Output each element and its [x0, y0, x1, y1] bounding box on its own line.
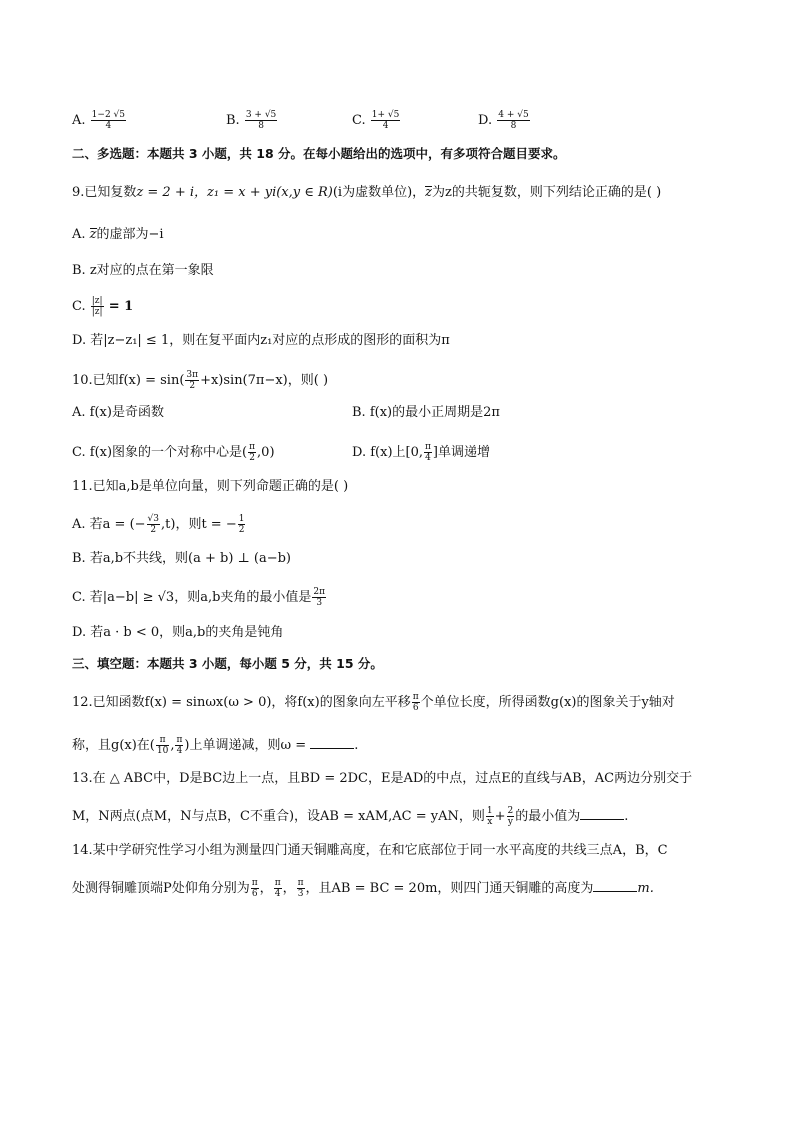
conjugate-z: z	[425, 185, 433, 200]
q10-option-a: A. f(x)是奇函数	[72, 405, 164, 420]
q12-line-1: 12.已知函数f(x) = sinωx(ω > 0)，将f(x)的图象向左平移 $\frac{\pi}{6}$ 个单位长度，所得函数g(x)的图象关于y轴对	[72, 692, 675, 713]
fraction: $\frac{\pi}{4}$	[274, 878, 281, 899]
q13-line-2: M，N两点(点M，N与点B，C不重合)，设AB = xAM,AC = yAN，则 $\frac{1}{x}$ + $\frac{2}{y}$ 的最小值为 .	[72, 806, 629, 827]
fraction: $\frac{1}{x}$	[486, 806, 493, 827]
fraction: $\frac{3 + √5}{8}$	[245, 110, 277, 131]
q10-stem: 10.已知f(x) = sin( $\frac{3\pi}{2}$ +x)sin(7π−x)，则( )	[72, 370, 329, 391]
option-label: C.	[352, 113, 366, 128]
q8-option-c	[352, 110, 401, 131]
q8-option-d	[478, 110, 531, 131]
option-label: B.	[226, 113, 240, 128]
q14-line-1: 14.某中学研究性学习小组为测量四门通天铜雕高度，在和它底部位于同一水平高度的共线三点A，B，C	[72, 843, 668, 858]
fraction: $\frac{1}{2}$	[238, 514, 245, 535]
q14-line-2: 处测得铜雕顶端P处仰角分别为 $\frac{\pi}{6}$ ， $\frac{\pi}{4}$ ， $\frac{\pi}{3}$ ，且AB = BC = 20m，则四门通天铜雕的高度为 m.	[72, 878, 654, 899]
fraction: $\frac{\pi}{3}$	[297, 878, 304, 899]
fraction: $\frac{\pi}{2}$	[249, 442, 256, 463]
fraction: $\frac{\pi}{4}$	[176, 735, 183, 756]
q8-option-a	[72, 110, 127, 131]
q13-line-1: 13.在 △ ABC中，D是BC边上一点，且BD = 2DC，E是AD的中点，过点E的直线与AB，AC两边分别交于	[72, 771, 693, 786]
q8-option-b	[226, 110, 278, 131]
q9-option-b: B. z对应的点在第一象限	[72, 263, 214, 278]
fraction: $\frac{1-2 √5}{4}$	[91, 110, 125, 131]
fraction: $\frac{\pi}{6}$	[412, 692, 419, 713]
q10-option-d: D. f(x)上[0, $\frac{\pi}{4}$ ]单调递增	[352, 442, 490, 463]
answer-blank[interactable]	[593, 879, 637, 892]
fraction: $\frac{2\pi}{3}$	[313, 587, 326, 608]
fraction: $\frac{4 + √5}{8}$	[498, 110, 529, 131]
option-label: D.	[478, 113, 493, 128]
q11-option-a: A. 若a = (− $\frac{√3}{2}$ ,t)，则t = − $\frac{1}{2}$	[72, 514, 245, 535]
q11-option-b: B. 若a,b不共线，则(a + b) ⊥ (a−b)	[72, 551, 292, 566]
q10-option-b: B. f(x)的最小正周期是2π	[352, 405, 500, 420]
answer-blank[interactable]	[310, 736, 354, 749]
section-3-title: 三、填空题：本题共 3 小题，每小题 5 分，共 15 分。	[72, 656, 383, 671]
q10-option-c: C. f(x)图象的一个对称中心是( $\frac{\pi}{2}$ ,0)	[72, 442, 275, 463]
fraction: $\frac{|z|}{|z|}$	[91, 296, 103, 317]
section-2-title: 二、多选题：本题共 3 小题，共 18 分。在每小题给出的选项中，有多项符合题目要求。	[72, 146, 566, 161]
q9-option-c: C. $\frac{|z|}{|z|}$ = 1	[72, 296, 134, 317]
fraction: $\frac{3\pi}{2}$	[186, 370, 199, 391]
q9-stem: 9.已知复数z = 2 + i，z₁ = x + yi(x,y ∈ R)(i为虚数单位)，z为z的共轭复数，则下列结论正确的是( )	[72, 185, 662, 200]
answer-blank[interactable]	[580, 807, 624, 820]
q11-stem: 11.已知a,b是单位向量，则下列命题正确的是( )	[72, 479, 349, 494]
q12-line-2: 称，且g(x)在( $\frac{\pi}{10}$ , $\frac{\pi}{4}$ )上单调递减，则ω = .	[72, 735, 359, 756]
q9-option-a: A. z的虚部为−i	[72, 227, 164, 242]
fraction: $\frac{\pi}{6}$	[251, 878, 258, 899]
fraction: $\frac{√3}{2}$	[147, 514, 160, 535]
option-label: A.	[72, 113, 86, 128]
fraction: $\frac{\pi}{10}$	[156, 735, 169, 756]
q11-option-d: D. 若a · b < 0，则a,b的夹角是钝角	[72, 625, 284, 640]
fraction: $\frac{2}{y}$	[507, 806, 514, 827]
q9-option-d: D. 若|z−z₁| ≤ 1，则在复平面内z₁对应的点形成的图形的面积为π	[72, 333, 450, 348]
q11-option-c: C. 若|a−b| ≥ √3，则a,b夹角的最小值是 $\frac{2\pi}{3}$	[72, 587, 326, 608]
fraction: $\frac{1+ √5}{4}$	[371, 110, 400, 131]
fraction: $\frac{\pi}{4}$	[425, 442, 431, 463]
